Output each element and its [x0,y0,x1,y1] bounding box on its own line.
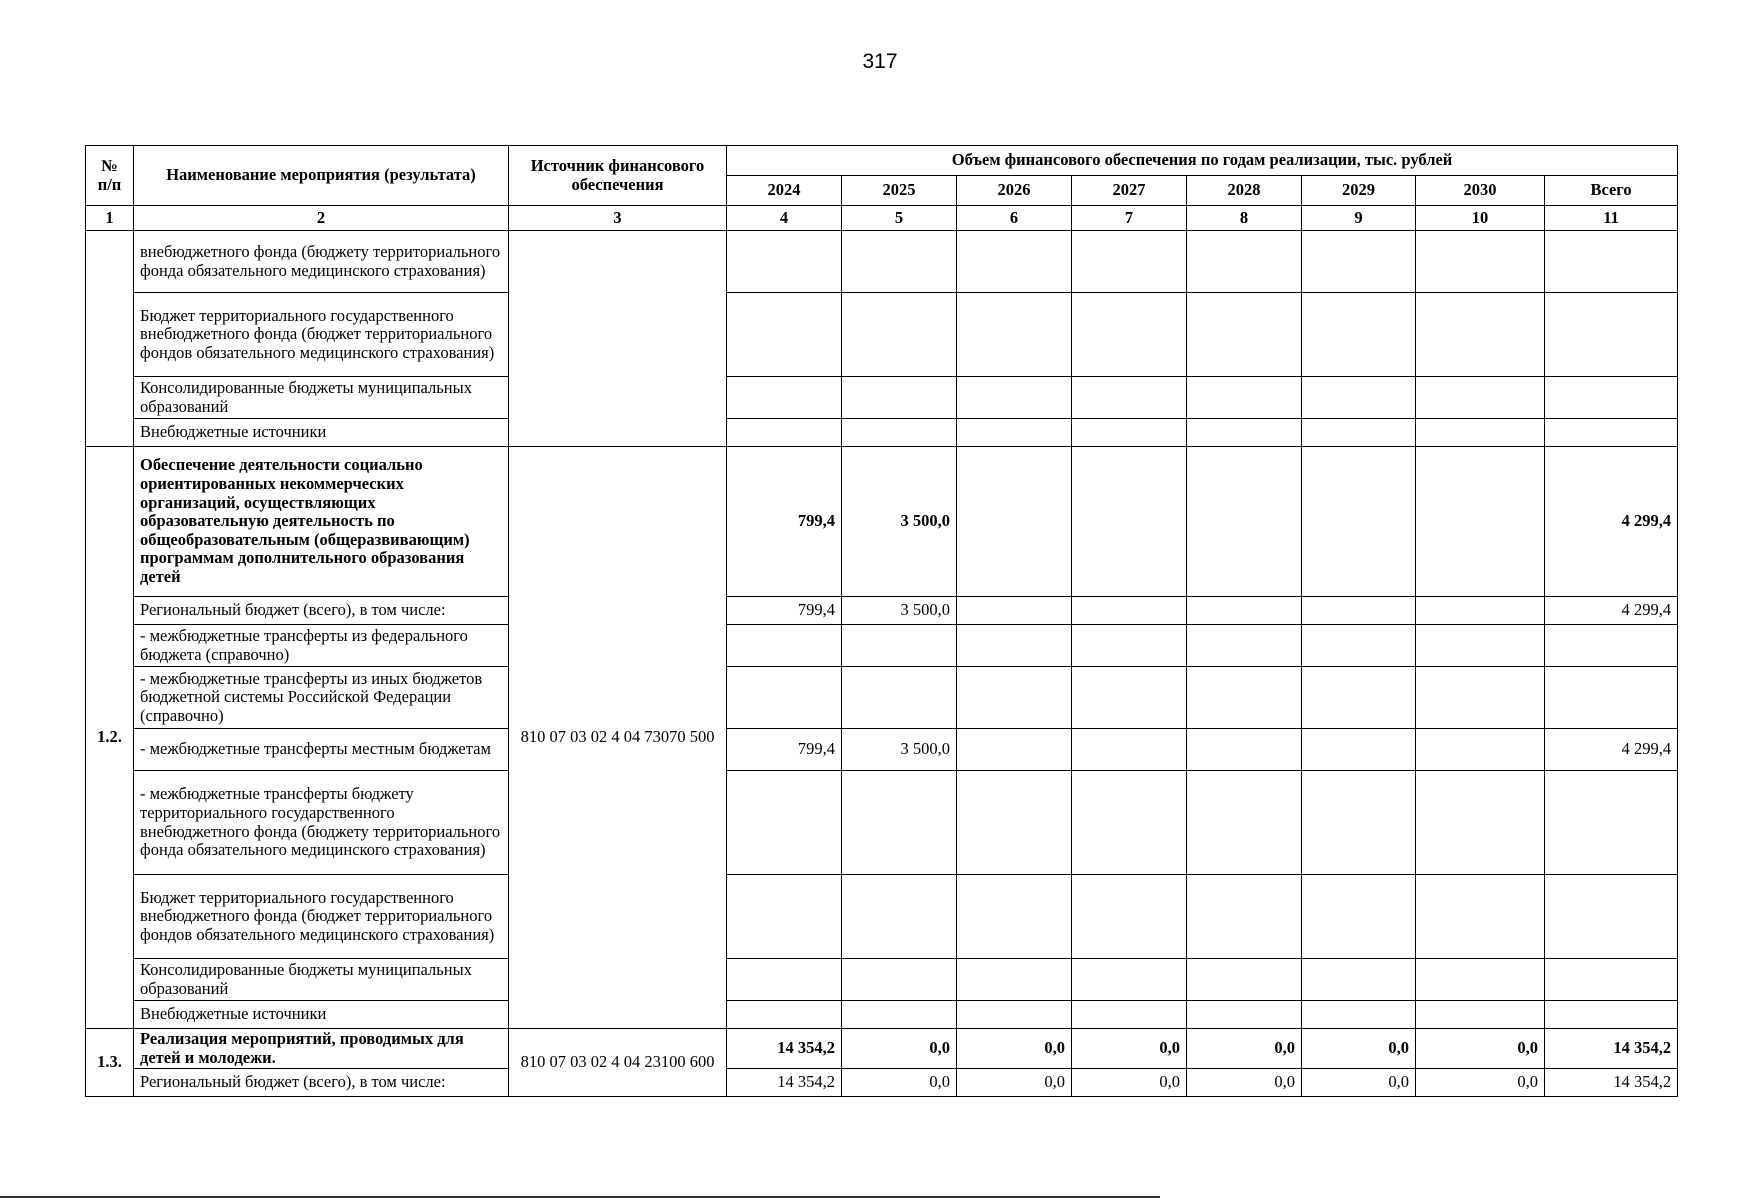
value-year [1302,293,1416,377]
value-year: 0,0 [1072,1069,1187,1097]
value-year [957,771,1072,875]
value-year [1072,419,1187,447]
value-total: 14 354,2 [1545,1069,1678,1097]
activity-name: Бюджет территориального государственного внебюджетного фонда (бюджет территориального фондов обязательного медицинского страхования) [134,875,509,959]
table-row [86,625,1678,667]
activity-name: Региональный бюджет (всего), в том числе: [134,1069,509,1097]
value-year [1416,771,1545,875]
value-year [957,625,1072,667]
value-year [1072,771,1187,875]
value-year [1416,729,1545,771]
value-total [1545,667,1678,729]
value-year [727,875,842,959]
column-number: 7 [1072,206,1187,231]
value-year [727,667,842,729]
value-year [1302,875,1416,959]
value-total: 4 299,4 [1545,597,1678,625]
value-year [1072,597,1187,625]
activity-name: Внебюджетные источники [134,1001,509,1029]
value-year: 0,0 [1187,1069,1302,1097]
value-year [1072,625,1187,667]
value-year [1187,1001,1302,1029]
value-year [727,959,842,1001]
column-number: 2 [134,206,509,231]
value-year [1302,419,1416,447]
value-year [1302,447,1416,597]
value-year [842,293,957,377]
value-year: 0,0 [1187,1029,1302,1069]
column-number-row [86,206,1678,231]
value-year: 0,0 [1302,1029,1416,1069]
activity-name: - межбюджетные трансферты из федерального бюджета (справочно) [134,625,509,667]
value-year [1072,729,1187,771]
value-year [1416,959,1545,1001]
table-row [86,1029,1678,1069]
table-row [86,1069,1678,1097]
value-year [1302,771,1416,875]
value-year [1416,1001,1545,1029]
value-year: 14 354,2 [727,1069,842,1097]
value-year [1302,1001,1416,1029]
header-year: 2029 [1302,176,1416,206]
value-year [1187,293,1302,377]
value-year [727,293,842,377]
value-year [1072,293,1187,377]
value-year [1187,771,1302,875]
value-year [957,447,1072,597]
value-year [842,377,957,419]
value-year [1072,959,1187,1001]
value-year [957,667,1072,729]
value-total: 4 299,4 [1545,447,1678,597]
value-year [1416,667,1545,729]
value-year: 799,4 [727,447,842,597]
value-year [727,771,842,875]
activity-name: Региональный бюджет (всего), в том числе: [134,597,509,625]
value-year [957,875,1072,959]
value-year [842,667,957,729]
value-year [1302,597,1416,625]
value-year [727,419,842,447]
column-number: 8 [1187,206,1302,231]
value-year [842,959,957,1001]
value-total [1545,625,1678,667]
value-year [727,1001,842,1029]
value-year [957,729,1072,771]
header-funding-volume: Объем финансового обеспечения по годам реализации, тыс. рублей [727,146,1678,176]
value-year: 0,0 [957,1069,1072,1097]
header-funding-source: Источник финансового обеспечения [509,146,727,206]
activity-name: Обеспечение деятельности социально ориентированных некоммерческих организаций, осуществляющих образовательную деятельность по общеобразовательным (общеразвивающим) программам дополнительного образования детей [134,447,509,597]
value-year [1302,625,1416,667]
table-row [86,293,1678,377]
funding-source [509,231,727,447]
funding-source: 810 07 03 02 4 04 73070 500 [509,447,727,1029]
value-year: 0,0 [1072,1029,1187,1069]
value-year [1187,597,1302,625]
header-year: 2030 [1416,176,1545,206]
value-year [957,419,1072,447]
value-year [1416,419,1545,447]
value-year [957,597,1072,625]
column-number: 3 [509,206,727,231]
row-index: 1.2. [86,447,134,1029]
value-year [842,231,957,293]
value-year [1302,231,1416,293]
activity-name: Консолидированные бюджеты муниципальных образований [134,377,509,419]
value-year [1187,959,1302,1001]
header-year: 2026 [957,176,1072,206]
value-total: 4 299,4 [1545,729,1678,771]
header-year: 2027 [1072,176,1187,206]
value-year [1302,959,1416,1001]
value-year [727,231,842,293]
header-total: Всего [1545,176,1678,206]
value-year: 0,0 [1416,1029,1545,1069]
header-number-abbr: п/п [97,174,122,194]
activity-name: Бюджет территориального государственного внебюджетного фонда (бюджет территориального фондов обязательного медицинского страхования) [134,293,509,377]
value-total [1545,959,1678,1001]
value-year [1072,667,1187,729]
value-year [1416,377,1545,419]
value-year [1072,1001,1187,1029]
header-year: 2028 [1187,176,1302,206]
value-total [1545,377,1678,419]
value-year [727,625,842,667]
table-row [86,959,1678,1001]
value-year: 0,0 [842,1069,957,1097]
header-activity-name: Наименование мероприятия (результата) [134,146,509,206]
activity-name: Консолидированные бюджеты муниципальных образований [134,959,509,1001]
activity-name: Реализация мероприятий, проводимых для детей и молодежи. [134,1029,509,1069]
table-row [86,447,1678,597]
row-index: 1.3. [86,1029,134,1097]
value-total [1545,419,1678,447]
value-total [1545,875,1678,959]
column-number: 9 [1302,206,1416,231]
activity-name: - межбюджетные трансферты бюджету территориального государственного внебюджетного фонда (бюджету территориального фонда обязательного медицинского страхования) [134,771,509,875]
financing-table [85,145,1678,1097]
column-number: 10 [1416,206,1545,231]
value-year [1187,231,1302,293]
value-year [842,419,957,447]
activity-name: - межбюджетные трансферты местным бюджетам [134,729,509,771]
value-year: 0,0 [1416,1069,1545,1097]
value-year: 3 500,0 [842,597,957,625]
value-total [1545,1001,1678,1029]
value-year [1416,875,1545,959]
value-year [727,377,842,419]
value-year: 3 500,0 [842,447,957,597]
table-row [86,231,1678,293]
value-year [957,293,1072,377]
value-total: 14 354,2 [1545,1029,1678,1069]
value-year [1072,875,1187,959]
table-row [86,597,1678,625]
value-year [842,875,957,959]
footer-rule [0,1196,1160,1198]
value-year: 799,4 [727,597,842,625]
value-year [1187,625,1302,667]
value-year [1416,625,1545,667]
activity-name: - межбюджетные трансферты из иных бюджетов бюджетной системы Российской Федерации (справочно) [134,667,509,729]
value-year [1187,377,1302,419]
table-row [86,419,1678,447]
value-year [1416,447,1545,597]
column-number: 6 [957,206,1072,231]
funding-source: 810 07 03 02 4 04 23100 600 [509,1029,727,1097]
value-year: 799,4 [727,729,842,771]
table-row [86,875,1678,959]
column-number: 1 [86,206,134,231]
value-year [1302,729,1416,771]
column-number: 5 [842,206,957,231]
column-number: 11 [1545,206,1678,231]
header-number [86,146,134,206]
value-year [957,959,1072,1001]
value-year [1187,447,1302,597]
value-year: 3 500,0 [842,729,957,771]
value-year [1072,377,1187,419]
value-year [957,231,1072,293]
value-year: 14 354,2 [727,1029,842,1069]
column-number: 4 [727,206,842,231]
header-number-symbol: № [101,155,118,175]
table-row [86,667,1678,729]
value-year: 0,0 [1302,1069,1416,1097]
value-year [842,625,957,667]
value-year [1302,667,1416,729]
table-row [86,1001,1678,1029]
value-year [1187,729,1302,771]
value-year [1302,377,1416,419]
value-year [842,771,957,875]
value-year [1187,667,1302,729]
value-total [1545,771,1678,875]
activity-name: внебюджетного фонда (бюджету территориального фонда обязательного медицинского страхования) [134,231,509,293]
table-row [86,377,1678,419]
value-year [1416,231,1545,293]
value-total [1545,231,1678,293]
value-year [1072,231,1187,293]
activity-name: Внебюджетные источники [134,419,509,447]
value-year [957,377,1072,419]
table-row [86,729,1678,771]
header-year: 2024 [727,176,842,206]
value-year: 0,0 [957,1029,1072,1069]
value-total [1545,293,1678,377]
page-number: 317 [862,50,898,73]
header-year: 2025 [842,176,957,206]
value-year [842,1001,957,1029]
value-year [1416,597,1545,625]
value-year [1187,419,1302,447]
value-year [957,1001,1072,1029]
table-row [86,771,1678,875]
value-year: 0,0 [842,1029,957,1069]
row-index [86,231,134,447]
value-year [1416,293,1545,377]
value-year [1072,447,1187,597]
value-year [1187,875,1302,959]
